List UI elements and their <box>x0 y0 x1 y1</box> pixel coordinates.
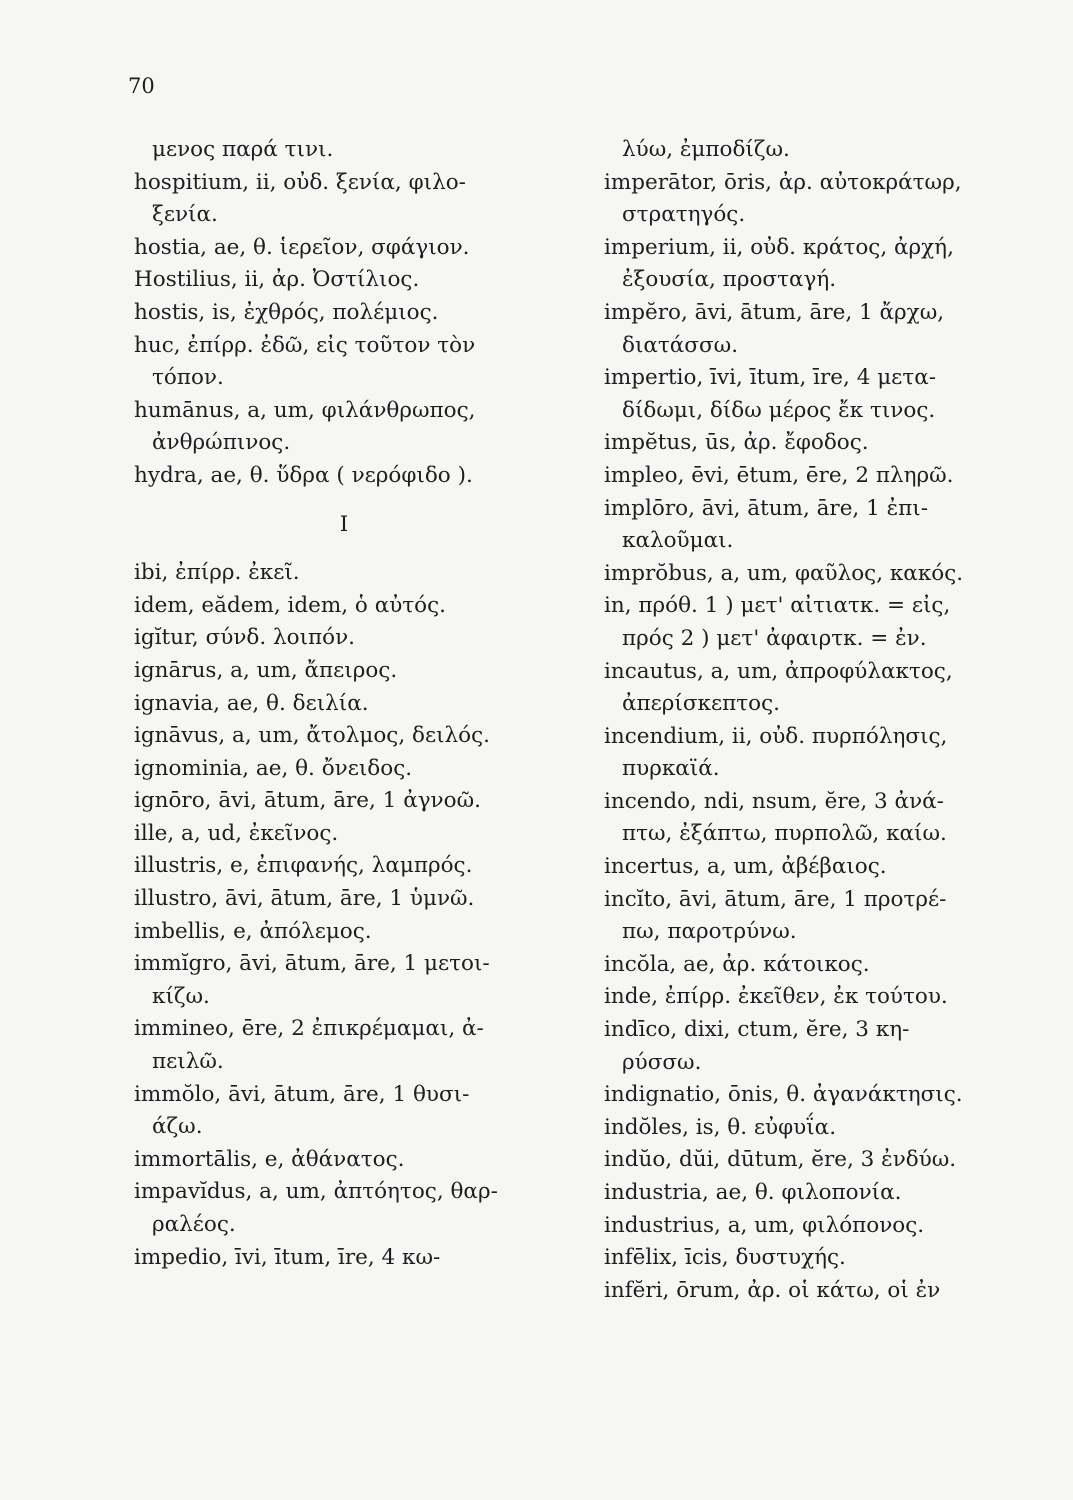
entry-line: impĕro, āvi, ātum, āre, 1 ἄρχω, <box>604 299 945 325</box>
entry-line: industrius, a, um, φιλόπονος. <box>604 1212 925 1238</box>
entry-line: λύω, ἐμποδίζω. <box>622 137 790 162</box>
entry-line: κίζω. <box>152 983 210 1009</box>
entry-line: ignōro, āvi, ātum, āre, 1 ἀγνοῶ. <box>134 788 481 814</box>
entry-line: impedio, īvi, ītum, īre, 4 κω- <box>134 1244 441 1270</box>
entry-line: inde, ἐπίρρ. ἐκεῖθεν, ἐκ τούτου. <box>604 984 948 1010</box>
entry-line: in, πρόθ. 1 ) μετ' αἰτιατκ. = εἰς, <box>604 593 951 619</box>
entry-line: πυρκαϊά. <box>622 756 720 782</box>
entry-line: indignatio, ōnis, θ. ἀγανάκτησις. <box>604 1082 963 1108</box>
entry-line: δίδωμι, δίδω μέρος ἔκ τινος. <box>622 397 936 423</box>
entry-line: καλοῦμαι. <box>622 528 734 554</box>
entry-line: πω, παροτρύνω. <box>622 919 797 945</box>
entry-line: infĕri, ōrum, ἀρ. οἱ κάτω, οἱ ἐν <box>604 1277 941 1303</box>
entry-line: illustris, e, ἐπιφανής, λαμπρός. <box>134 853 473 879</box>
entry-line: hostia, ae, θ. ἱερεῖον, σφάγιον. <box>134 234 470 260</box>
entry-line: πειλῶ. <box>152 1049 224 1075</box>
entry-line: διατάσσω. <box>622 332 739 358</box>
entry-line: incertus, a, um, ἀβέβαιος. <box>604 854 887 880</box>
entry-line: industria, ae, θ. φιλοπονία. <box>604 1180 902 1205</box>
left-column <box>134 134 554 1274</box>
section-heading: I <box>339 511 349 537</box>
entry-line: ραλέος. <box>152 1212 236 1237</box>
entry-line: immŏlo, āvi, ātum, āre, 1 θυσι- <box>134 1081 470 1107</box>
entry-line: ignominia, ae, θ. ὄνειδος. <box>134 755 413 781</box>
spacer <box>134 541 554 557</box>
entry-line: imperium, ii, οὐδ. κράτος, ἀρχή, <box>604 234 954 260</box>
entry-line: hospitium, ii, οὐδ. ξενία, φιλο- <box>134 169 466 195</box>
entry-line: immĭgro, āvi, ātum, āre, 1 μετοι- <box>134 951 490 977</box>
entry-line: πρός 2 ) μετ' ἀφαιρτκ. = ἐν. <box>622 625 927 651</box>
entry-line: imprŏbus, a, um, φαῦλος, κακός. <box>604 560 964 586</box>
entry-line: άζω. <box>152 1114 203 1140</box>
entry-line: ἀπερίσκεπτος. <box>622 691 780 717</box>
entry-line: idem, eădem, idem, ὁ αὐτός. <box>134 592 447 618</box>
entry-line: στρατηγός. <box>622 202 746 228</box>
entry-line: humānus, a, um, φιλάνθρωπος, <box>134 397 476 423</box>
entry-line: incĭto, āvi, ātum, āre, 1 προτρέ- <box>604 886 947 912</box>
right-column <box>604 134 1044 1307</box>
entry-line: ξενία. <box>152 202 218 228</box>
entry-line: μενος παρά τινι. <box>152 137 334 162</box>
entry-line: ρύσσω. <box>622 1049 702 1075</box>
entry-line: impavĭdus, a, um, ἀπτόητος, θαρ- <box>134 1179 498 1205</box>
entry-line: indŏles, is, θ. εὐφυΐα. <box>604 1114 837 1140</box>
page-number: 70 <box>128 74 155 98</box>
entry-line: impleo, ēvi, ētum, ēre, 2 πληρῶ. <box>604 462 954 488</box>
entry-line: incendo, ndi, nsum, ĕre, 3 ἀνά- <box>604 788 944 814</box>
entry-line: ibi, ἐπίρρ. ἐκεῖ. <box>134 560 300 586</box>
entry-line: incendium, ii, οὐδ. πυρπόλησις, <box>604 723 948 749</box>
entry-line: ignāvus, a, um, ἄτολμος, δειλός. <box>134 723 490 749</box>
entry-line: ignavia, ae, θ. δειλία. <box>134 690 369 716</box>
entry-line: ἐξουσία, προσταγή. <box>622 267 837 293</box>
entry-line: ille, a, ud, ἐκεῖνος. <box>134 820 339 846</box>
entry-line: τόπον. <box>152 365 224 391</box>
entry-line: incautus, a, um, ἀπροφύλακτος, <box>604 658 953 684</box>
entry-line: ἀνθρώπινος. <box>152 430 291 456</box>
entry-line: illustro, āvi, ātum, āre, 1 ὑμνῶ. <box>134 886 475 912</box>
entry-line: infēlix, īcis, δυστυχής. <box>604 1245 846 1271</box>
entry-line: hostis, is, ἐχθρός, πολέμιος. <box>134 299 439 325</box>
entry-line: ignārus, a, um, ἄπειρος. <box>134 657 398 683</box>
entry-line: impertio, īvi, ītum, īre, 4 μετα- <box>604 365 936 391</box>
entry-line: igĭtur, σύνδ. λοιπόν. <box>134 625 355 651</box>
entry-line: huc, ἐπίρρ. ἐδῶ, εἰς τοῦτον τὸν <box>134 332 476 358</box>
entry-line: implōro, āvi, ātum, āre, 1 ἐπι- <box>604 495 928 521</box>
entry-line: immortālis, e, ἀθάνατος. <box>134 1146 405 1172</box>
entry-line: πτω, ἐξάπτω, πυρπολῶ, καίω. <box>622 821 947 847</box>
entry-line: hydra, ae, θ. ὕδρα ( νερόφιδο ). <box>134 462 473 488</box>
spacer <box>134 493 554 509</box>
entry-line: immineo, ēre, 2 ἐπικρέμαμαι, ἀ- <box>134 1016 484 1042</box>
entry-line: impĕtus, ūs, ἀρ. ἔφοδος. <box>604 430 869 456</box>
entry-line: indīco, dixi, ctum, ĕre, 3 κη- <box>604 1017 910 1043</box>
entry-line: incŏla, ae, ἀρ. κάτοικος. <box>604 951 870 977</box>
entry-line: imperātor, ōris, ἀρ. αὐτοκράτωρ, <box>604 169 962 195</box>
entry-line: Hostilius, ii, ἀρ. Ὀστίλιος. <box>134 267 420 293</box>
entry-line: imbellis, e, ἀπόλεμος. <box>134 918 372 944</box>
entry-line: indŭo, dŭi, dūtum, ĕre, 3 ἐνδύω. <box>604 1147 957 1173</box>
